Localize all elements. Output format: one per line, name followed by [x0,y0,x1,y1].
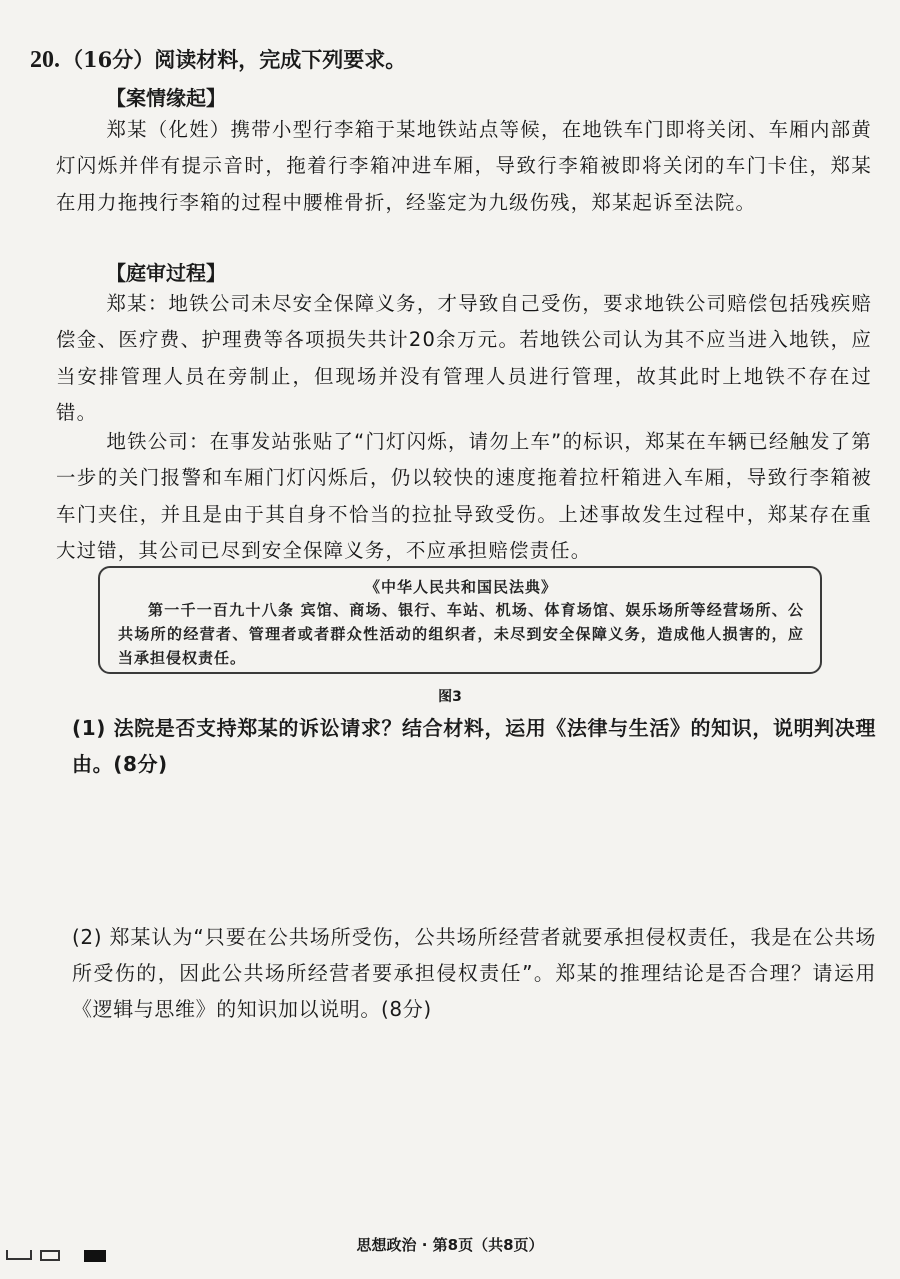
figure-caption: 图3 [438,689,462,705]
page-footer: 思想政治 · 第8页（共8页） [356,1236,544,1254]
civil-code-excerpt-box [98,566,822,674]
trial-process-title: 【庭审过程】 [106,261,226,285]
question-instruction: 阅读材料，完成下列要求。 [154,47,407,72]
sub-question-1: (1) 法院是否支持郑某的诉讼请求？结合材料，运用《法律与生活》的知识，说明判决理由。(8分) [72,716,876,776]
law-title: 《中华人民共和国民法典》 [364,578,557,596]
case-origin-title: 【案情缘起】 [106,86,226,110]
question-number: 20. [30,47,60,73]
trial-plaintiff-statement: 郑某：地铁公司未尽安全保障义务，才导致自己受伤，要求地铁公司赔偿包括残疾赔偿金、医疗费、护理费等各项损失共计20余万元。若地铁公司认为其不应当进入地铁，应当安排管理人员在旁制止，但现场并没有管理人员进行管理，故其此时上地铁不存在过错。 [56,292,872,425]
sub-question-2: (2) 郑某认为“只要在公共场所受伤，公共场所经营者就要承担侵权责任，我是在公共场所受伤的，因此公共场所经营者要承担侵权责任”。郑某的推理结论是否合理？请运用《逻辑与思维》的知识加以说明。(8分) [72,925,876,1021]
scan-mark-icon [84,1250,106,1262]
question-header [30,44,406,74]
scan-mark-icon [40,1250,60,1261]
question-score: （16分） [62,47,155,72]
law-article-text: 第一千一百九十八条 宾馆、商场、银行、车站、机场、体育场馆、娱乐场所等经营场所、公共场所的经营者、管理者或者群众性活动的组织者，未尽到安全保障义务，造成他人损害的，应当承担侵权责任。 [118,601,804,667]
trial-defendant-statement: 地铁公司：在事发站张贴了“门灯闪烁，请勿上车”的标识，郑某在车辆已经触发了第一步的关门报警和车厢门灯闪烁后，仍以较快的速度拖着拉杆箱进入车厢，导致行李箱被车门夹住，并且是由于其自身不恰当的拉扯导致受伤。上述事故发生过程中，郑某存在重大过错，其公司已尽到安全保障义务，不应承担赔偿责任。 [56,430,872,563]
scan-mark-icon [6,1250,32,1260]
case-origin-text: 郑某（化姓）携带小型行李箱于某地铁站点等候，在地铁车门即将关闭、车厢内部黄灯闪烁并伴有提示音时，拖着行李箱冲进车厢，导致行李箱被即将关闭的车门卡住，郑某在用力拖拽行李箱的过程中腰椎骨折，经鉴定为九级伤残，郑某起诉至法院。 [56,118,872,214]
